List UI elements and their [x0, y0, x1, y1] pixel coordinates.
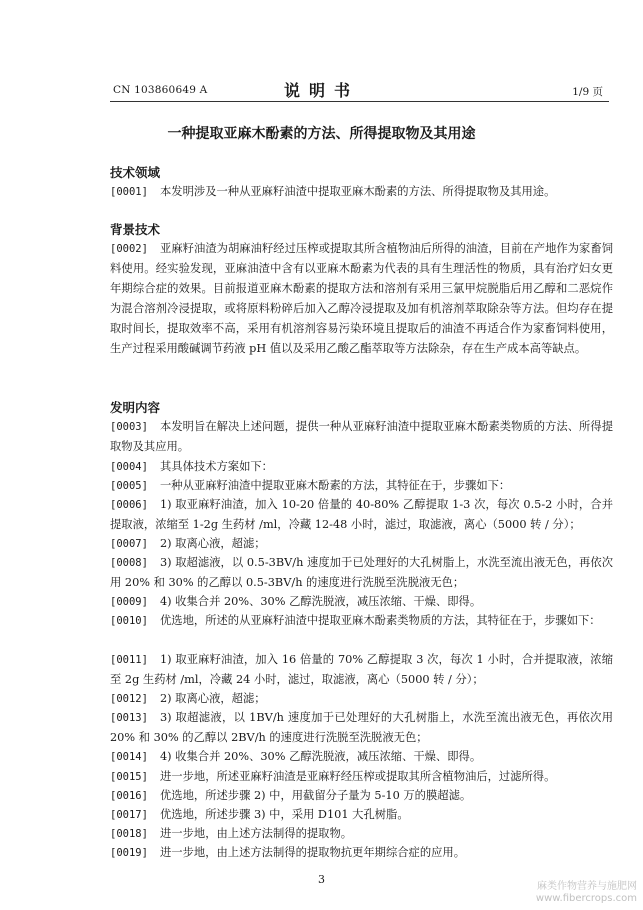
paragraph-number: [0011]: [110, 654, 148, 666]
paragraph-text: 亚麻籽油渣为胡麻油籽经过压榨或提取其所含植物油后所得的油渣，目前在产地作为家畜饲料使用。经实验发现，亚麻油渣中含有以亚麻木酚素为代表的具有生理活性的物质，具有治疗妇女更年期综合症的效果。目前报道亚麻木酚素的提取方法和溶剂有采用三氯甲烷脱脂后用乙醇和二恶烷作为混合溶剂冷浸提取，或将原料粉碎后加入乙醇冷浸提取及加有机溶剂萃取除杂等方法。但均存在提取时间长，提取效率不高，采用有机溶剂容易污染环境且提取后的油渣不再适合作为家畜饲料使用，生产过程采用酸碱调节药液 pH 值以及采用乙酸乙酯萃取等方法除杂，存在生产成本高等缺点。: [110, 242, 613, 355]
paragraph: [110, 495, 613, 535]
paragraph-number: [0018]: [110, 828, 148, 840]
paragraph: [110, 182, 613, 202]
paragraph: [110, 650, 613, 690]
paragraph: [110, 476, 613, 496]
paragraph: [110, 786, 613, 806]
page-number: 3: [318, 873, 325, 886]
paragraph: [110, 689, 613, 709]
paragraph: [110, 239, 613, 359]
paragraph-text: 2) 取离心液，超滤；: [160, 537, 266, 550]
paragraph-text: 3) 取超滤液，以 1BV/h 速度加于已处理好的大孔树脂上，水洗至流出液无色，再依次用 20% 和 30% 的乙醇以 2BV/h 的速度进行洗脱至洗脱液无色；: [110, 711, 613, 744]
paragraph: [110, 553, 613, 593]
section-heading-background: 背景技术: [110, 222, 161, 237]
paragraph-text: 进一步地，所述亚麻籽油渣是亚麻籽经压榨或提取其所含植物油后，过滤所得。: [160, 770, 556, 783]
paragraph-text: 优选地，所述步骤 3) 中，采用 D101 大孔树脂。: [160, 808, 409, 821]
paragraph-text: 其具体技术方案如下：: [160, 460, 273, 473]
paragraph-number: [0013]: [110, 712, 148, 724]
paragraph-number: [0012]: [110, 693, 148, 705]
paragraph-number: [0017]: [110, 809, 148, 821]
header-patent-number: CN 103860649 A: [113, 84, 208, 96]
header-rule: [110, 101, 609, 102]
paragraph-text: 2) 取离心液，超滤；: [160, 692, 266, 705]
paragraph-number: [0008]: [110, 557, 148, 569]
paragraph-number: [0016]: [110, 790, 148, 802]
paragraph-text: 3) 取超滤液，以 0.5-3BV/h 速度加于已处理好的大孔树脂上，水洗至流出液无色，再依次用 20% 和 30% 的乙醇以 0.5-3BV/h 的速度进行洗脱至洗脱液无色；: [110, 556, 613, 589]
paragraph-number: [0014]: [110, 751, 148, 763]
paragraph-number: [0005]: [110, 480, 148, 492]
paragraph-number: [0003]: [110, 421, 148, 433]
paragraph: [110, 534, 613, 554]
paragraph: [110, 824, 613, 844]
paragraph-number: [0001]: [110, 186, 148, 198]
paragraph-text: 4) 收集合并 20%、30% 乙醇洗脱液，减压浓缩、干燥、即得。: [160, 750, 482, 763]
paragraph-text: 优选地，所述步骤 2) 中，用截留分子量为 5-10 万的膜超滤。: [160, 789, 472, 802]
paragraph-text: 进一步地，由上述方法制得的提取物抗更年期综合症的应用。: [160, 846, 466, 859]
paragraph: [110, 843, 613, 863]
paragraph-number: [0002]: [110, 243, 148, 255]
paragraph-text: 优选地，所述的从亚麻籽油渣中提取亚麻木酚素类物质的方法，其特征在于，步骤如下：: [160, 614, 601, 627]
section-heading-invention: 发明内容: [110, 400, 161, 415]
section-heading-tech-field: 技术领域: [110, 165, 161, 180]
paragraph-number: [0019]: [110, 847, 148, 859]
paragraph-number: [0009]: [110, 596, 148, 608]
paragraph-text: 本发明旨在解决上述问题，提供一种从亚麻籽油渣中提取亚麻木酚素类物质的方法、所得提取物及其应用。: [110, 420, 613, 453]
watermark: [536, 881, 637, 905]
paragraph: [110, 592, 613, 612]
paragraph: [110, 417, 613, 457]
paragraph: [110, 457, 613, 477]
paragraph-number: [0004]: [110, 461, 148, 473]
paragraph: [110, 611, 613, 631]
paragraph-number: [0006]: [110, 499, 148, 511]
paragraph: [110, 747, 613, 767]
paragraph-text: 本发明涉及一种从亚麻籽油渣中提取亚麻木酚素的方法、所得提取物及其用途。: [160, 185, 556, 198]
paragraph-number: [0010]: [110, 615, 148, 627]
paragraph: [110, 805, 613, 825]
paragraph-text: 1) 取亚麻籽油渣，加入 16 倍量的 70% 乙醇提取 3 次，每次 1 小时，合并提取液，浓缩至 2g 生药材 /ml，冷藏 24 小时，滤过，取滤液，离心（5000 转 / 分）；: [110, 653, 613, 686]
paragraph: [110, 767, 613, 787]
document-title: 一种提取亚麻木酚素的方法、所得提取物及其用途: [167, 126, 476, 142]
watermark-site-url: www.fibercrops.com: [535, 893, 637, 904]
paragraph-number: [0015]: [110, 771, 148, 783]
header-page-indicator: 1/9 页: [572, 86, 603, 98]
paragraph-text: 1) 取亚麻籽油渣，加入 10-20 倍量的 40-80% 乙醇提取 1-3 次，每次 0.5-2 小时，合并提取液，浓缩至 1-2g 生药材 /ml，冷藏 12-48 小时，滤过，取滤液，离心（5000 转 / 分）；: [110, 498, 613, 531]
paragraph-text: 4) 收集合并 20%、30% 乙醇洗脱液，减压浓缩、干燥、即得。: [160, 595, 482, 608]
watermark-site-name: 麻类作物营养与施肥网: [537, 881, 637, 892]
header-doc-title: 说明书: [283, 81, 359, 100]
paragraph-number: [0007]: [110, 538, 148, 550]
paragraph-text: 一种从亚麻籽油渣中提取亚麻木酚素的方法，其特征在于，步骤如下：: [160, 479, 511, 492]
paragraph-text: 进一步地，由上述方法制得的提取物。: [160, 827, 353, 840]
paragraph: [110, 708, 613, 748]
